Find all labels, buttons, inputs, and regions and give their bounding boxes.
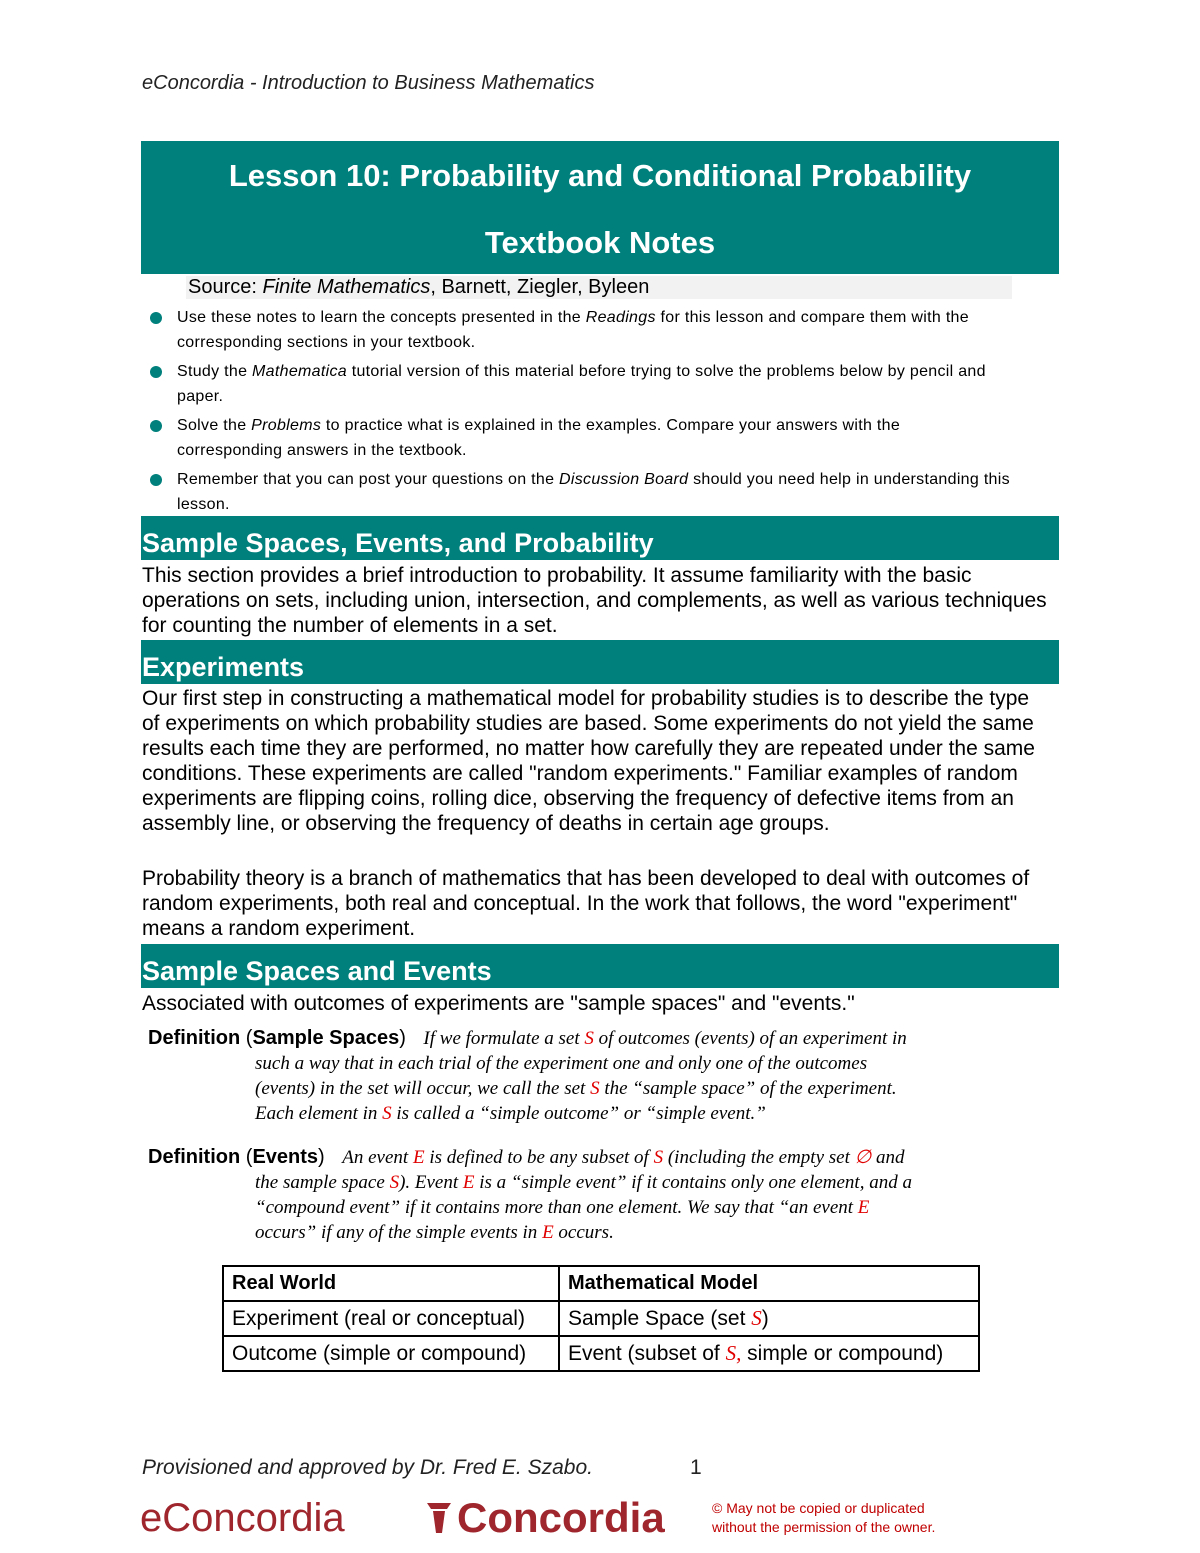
bullet-emphasis: Problems: [251, 417, 322, 434]
section-heading-experiments: Experiments: [141, 640, 1059, 684]
event-symbol: E: [857, 1197, 870, 1218]
list-item: [150, 413, 1010, 463]
page-number: 1: [690, 1456, 702, 1479]
bullet-text: for this lesson and compare them with the corresponding sections in your textbook.: [177, 309, 969, 351]
section-body: This section provides a brief introduction to probability. It assume familiarity with the basic operations on sets, including union, intersection, and complements, as well as various techniques for counting the number of elements in a set.: [142, 564, 1047, 637]
copyright-notice: [712, 1499, 935, 1537]
section-paragraph: Our first step in constructing a mathematical model for probability studies is to describe the type of experiments on which probability studies are based. Some experiments do not yield the same results each time they are performed, no matter how carefully they are repeated under the same conditions. These experiments are called "random experiments." Familiar examples of random experiments are flipping coins, rolling dice, observing the frequency of defective items from an assembly line, or observing the frequency of deaths in certain age groups.: [142, 687, 1035, 835]
definition-text: and: [871, 1147, 905, 1168]
lesson-title: Lesson 10: Probability and Conditional Probability: [228, 158, 972, 193]
concordia-logo-text: Concordia: [457, 1494, 665, 1541]
bullet-emphasis: Discussion Board: [559, 471, 689, 488]
definition-text: occurs” if any of the simple events in: [255, 1222, 543, 1243]
concordia-crest-icon: [425, 1497, 453, 1545]
section-intro: Associated with outcomes of experiments are "sample spaces" and "events.": [142, 992, 855, 1015]
bullet-text: Study the: [177, 363, 253, 380]
definition-text: such a way that in each trial of the experiment one and only one of the outcomes: [255, 1053, 868, 1074]
bullet-emphasis: Readings: [585, 309, 656, 326]
bullet-text: Remember that you can post your questions on the: [177, 471, 560, 488]
definition-text: occurs.: [553, 1222, 614, 1243]
event-symbol: E: [542, 1222, 554, 1243]
event-symbol: E: [412, 1147, 425, 1168]
definition-text: is called a “simple outcome” or “simple event.”: [391, 1103, 766, 1124]
concordia-logo: [425, 1494, 665, 1545]
table-header-cell: Real World: [223, 1266, 559, 1301]
copyright-line: without the permission of the owner.: [712, 1519, 936, 1535]
definition-text: of outcomes (events) of an experiment in: [593, 1028, 907, 1049]
section-heading-sample-spaces-events: Sample Spaces and Events: [141, 944, 1059, 988]
list-item: [150, 467, 1010, 517]
source-prefix: Source:: [188, 276, 263, 298]
table-cell: Experiment (real or conceptual): [223, 1301, 559, 1336]
table-row: [223, 1336, 979, 1371]
bullet-text: Use these notes to learn the concepts presented in the: [177, 309, 586, 326]
footer-approval: Provisioned and approved by Dr. Fred E. Szabo.: [142, 1456, 593, 1479]
definition-text: the sample space: [255, 1172, 390, 1193]
definition-text: (events) in the set will occur, we call the set: [255, 1078, 591, 1099]
definition-events: [148, 1145, 1048, 1245]
bullet-icon: [150, 420, 162, 432]
definition-sample-spaces: [148, 1026, 1048, 1126]
set-symbol: S: [382, 1103, 392, 1124]
definition-text: is defined to be any subset of: [424, 1147, 654, 1168]
bullet-icon: [150, 312, 162, 324]
section-heading-sample-spaces-probability: Sample Spaces, Events, and Probability: [141, 516, 1059, 560]
bullet-text: tutorial version of this material before trying to solve the problems below by pencil and paper.: [177, 363, 986, 405]
definition-text: An event: [342, 1147, 413, 1168]
bullet-text: to practice what is explained in the examples. Compare your answers with the corresponding answers in the textbook.: [177, 417, 901, 459]
definition-label: Definition (Events): [148, 1146, 325, 1168]
definition-label: Definition (Sample Spaces): [148, 1027, 406, 1049]
copyright-line: © May not be copied or duplicated: [712, 1500, 925, 1516]
bullet-text: should you need help in understanding this lesson.: [177, 471, 1010, 513]
definition-text: Each element in: [255, 1103, 383, 1124]
definition-text: the “sample space” of the experiment.: [599, 1078, 897, 1099]
source-authors: , Barnett, Ziegler, Byleen: [430, 276, 650, 298]
econcordia-logo: eConcordia: [140, 1496, 345, 1540]
section-paragraph: Probability theory is a branch of mathematics that has been developed to deal with outcomes of random experiments, both real and conceptual. In the work that follows, the word "experiment" means a random experiment.: [142, 867, 1030, 940]
source-line: [186, 276, 1012, 299]
definition-text: (including the empty set: [663, 1147, 855, 1168]
table-cell: Outcome (simple or compound): [223, 1336, 559, 1371]
definition-text: is a “simple event” if it contains only one element, and a: [474, 1172, 912, 1193]
table-row: [223, 1301, 979, 1336]
set-symbol: S: [584, 1028, 594, 1049]
lesson-banner: [141, 141, 1059, 274]
set-symbol: S: [389, 1172, 400, 1193]
course-header: eConcordia - Introduction to Business Mathematics: [142, 72, 595, 94]
set-symbol: S: [653, 1147, 664, 1168]
bullet-icon: [150, 474, 162, 486]
model-table: [222, 1265, 980, 1372]
lesson-subtitle: Textbook Notes: [484, 225, 716, 260]
event-symbol: E: [462, 1172, 475, 1193]
table-cell: Event (subset of S, simple or compound): [559, 1336, 979, 1371]
definition-text: ). Event: [399, 1172, 463, 1193]
bullet-emphasis: Mathematica: [252, 363, 347, 380]
definition-text: “compound event” if it contains more than one element. We say that “an event: [255, 1197, 858, 1218]
table-cell: Sample Space (set S): [559, 1301, 979, 1336]
instruction-list: [150, 305, 1010, 521]
source-book: Finite Mathematics: [262, 276, 431, 298]
set-symbol: S: [590, 1078, 600, 1099]
table-header-cell: Mathematical Model: [559, 1266, 979, 1301]
bullet-icon: [150, 366, 162, 378]
list-item: [150, 359, 1010, 409]
empty-set-symbol: ∅: [854, 1147, 872, 1168]
definition-text: If we formulate a set: [423, 1028, 585, 1049]
table-row: [223, 1266, 979, 1301]
bullet-text: Solve the: [177, 417, 252, 434]
list-item: [150, 305, 1010, 355]
